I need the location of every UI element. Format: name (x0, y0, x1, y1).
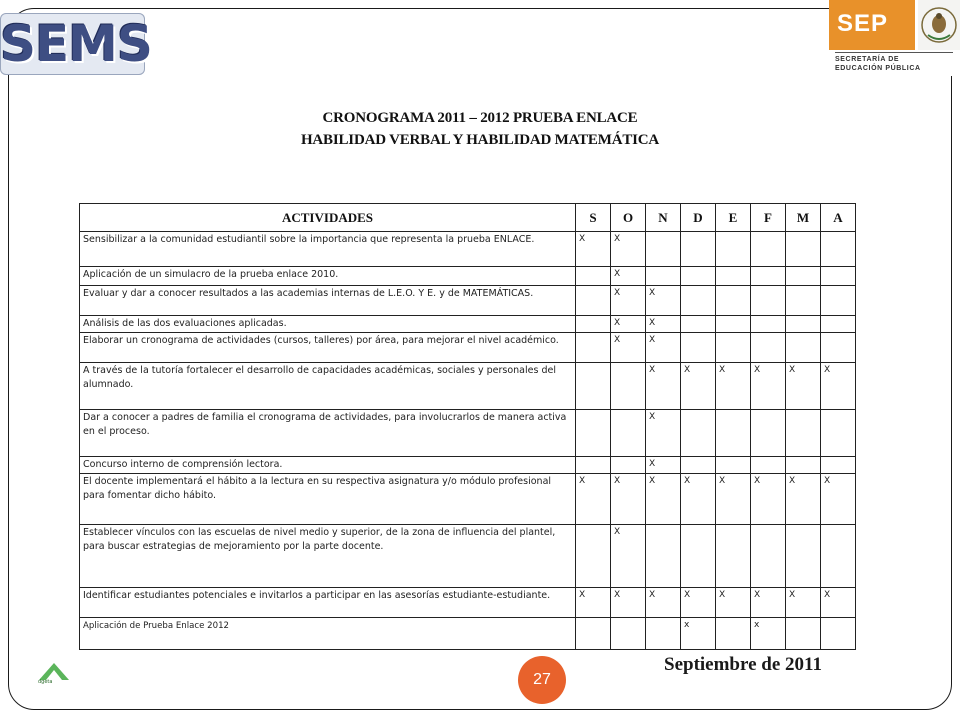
table-header-row (80, 204, 856, 232)
mark-cell: X (611, 316, 646, 333)
mark-cell (611, 410, 646, 457)
header-month: F (751, 204, 786, 232)
mark-cell (786, 286, 821, 316)
mark-cell (681, 232, 716, 267)
mark-cell (786, 457, 821, 474)
activity-cell: Evaluar y dar a conocer resultados a las academias internas de L.E.O. Y E. y de MATEMÁTICAS. (80, 286, 576, 316)
mark-cell (646, 525, 681, 588)
mark-cell: X (751, 474, 786, 525)
mark-cell (681, 333, 716, 363)
mark-cell: X (576, 474, 611, 525)
mark-cell (681, 457, 716, 474)
table-row (80, 363, 856, 410)
table-row (80, 267, 856, 286)
mark-cell (716, 618, 751, 650)
title-line2: HABILIDAD VERBAL Y HABILIDAD MATEMÁTICA (300, 132, 660, 148)
mark-cell: X (821, 474, 856, 525)
mark-cell (821, 333, 856, 363)
footer-date: Septiembre de 2011 (664, 654, 822, 675)
mark-cell: X (821, 363, 856, 410)
mark-cell (821, 410, 856, 457)
sep-line2: EDUCACIÓN PÚBLICA (835, 65, 921, 72)
mark-cell: X (646, 286, 681, 316)
mark-cell: X (611, 333, 646, 363)
mark-cell: X (646, 457, 681, 474)
mark-cell (786, 410, 821, 457)
mark-cell (821, 457, 856, 474)
mark-cell (821, 267, 856, 286)
header-month: S (576, 204, 611, 232)
sems-logo-text: SEMS (0, 15, 152, 73)
activity-cell: A través de la tutoría fortalecer el desarrollo de capacidades académicas, sociales y personales del alumnado. (80, 363, 576, 410)
mark-cell: X (681, 474, 716, 525)
mark-cell: X (646, 333, 681, 363)
mark-cell: X (716, 474, 751, 525)
mark-cell: X (611, 267, 646, 286)
mark-cell: X (716, 363, 751, 410)
mark-cell (751, 333, 786, 363)
table-row (80, 588, 856, 618)
mark-cell (716, 232, 751, 267)
mark-cell (681, 410, 716, 457)
mark-cell (646, 618, 681, 650)
activity-cell: Aplicación de Prueba Enlace 2012 (80, 618, 576, 650)
sep-divider (835, 52, 953, 53)
mark-cell (716, 286, 751, 316)
mark-cell (786, 618, 821, 650)
mark-cell (576, 363, 611, 410)
mark-cell: x (751, 618, 786, 650)
table-row (80, 410, 856, 457)
mark-cell (821, 286, 856, 316)
mark-cell (681, 267, 716, 286)
mark-cell: X (646, 588, 681, 618)
mark-cell (576, 316, 611, 333)
mark-cell (646, 232, 681, 267)
mark-cell (716, 267, 751, 286)
mark-cell: X (576, 588, 611, 618)
mark-cell (751, 457, 786, 474)
sep-logo-text: SEP (837, 10, 889, 37)
mark-cell (716, 525, 751, 588)
mark-cell (716, 410, 751, 457)
mark-cell (821, 525, 856, 588)
mark-cell (576, 618, 611, 650)
mark-cell (576, 267, 611, 286)
mark-cell: X (751, 588, 786, 618)
mark-cell (681, 286, 716, 316)
header-month: A (821, 204, 856, 232)
mark-cell (611, 457, 646, 474)
activity-cell: Dar a conocer a padres de familia el cronograma de actividades, para involucrarlos de manera activa en el proceso. (80, 410, 576, 457)
activity-cell: Identificar estudiantes potenciales e invitarlos a participar en las asesorías estudiante-estudiante. (80, 588, 576, 618)
mark-cell: X (786, 363, 821, 410)
mark-cell (716, 457, 751, 474)
mark-cell (716, 316, 751, 333)
activity-cell: Elaborar un cronograma de actividades (cursos, talleres) por área, para mejorar el nivel académico. (80, 333, 576, 363)
mark-cell (786, 525, 821, 588)
table-row (80, 333, 856, 363)
sems-logo (0, 13, 152, 75)
activity-cell: Análisis de las dos evaluaciones aplicadas. (80, 316, 576, 333)
table-row (80, 618, 856, 650)
activity-cell: El docente implementará el hábito a la lectura en su respectiva asignatura y/o módulo profesional para fomentar dicho hábito. (80, 474, 576, 525)
mark-cell (611, 363, 646, 410)
mark-cell (751, 286, 786, 316)
mark-cell (681, 316, 716, 333)
sep-logo (829, 0, 960, 76)
mark-cell: X (786, 474, 821, 525)
mark-cell (646, 267, 681, 286)
mark-cell (576, 410, 611, 457)
mark-cell (716, 333, 751, 363)
mark-cell: X (611, 525, 646, 588)
header-month: D (681, 204, 716, 232)
mark-cell (786, 232, 821, 267)
mark-cell (611, 618, 646, 650)
mark-cell: x (681, 618, 716, 650)
dgeta-logo (36, 660, 72, 684)
mark-cell: X (611, 286, 646, 316)
mark-cell (751, 232, 786, 267)
table-row (80, 286, 856, 316)
schedule-table (79, 203, 856, 650)
header-month: E (716, 204, 751, 232)
mark-cell: X (716, 588, 751, 618)
activity-cell: Sensibilizar a la comunidad estudiantil sobre la importancia que representa la prueba ENLACE. (80, 232, 576, 267)
activity-cell: Aplicación de un simulacro de la prueba enlace 2010. (80, 267, 576, 286)
mark-cell (681, 525, 716, 588)
mark-cell: X (646, 474, 681, 525)
mark-cell: X (681, 588, 716, 618)
mark-cell: X (751, 363, 786, 410)
mark-cell (786, 333, 821, 363)
activity-cell: Establecer vínculos con las escuelas de nivel medio y superior, de la zona de influencia del plantel, para buscar estrategias de mejoramiento por la parte docente. (80, 525, 576, 588)
mark-cell: X (576, 232, 611, 267)
mark-cell: X (646, 316, 681, 333)
mark-cell: X (681, 363, 716, 410)
mark-cell: X (786, 588, 821, 618)
sep-orange-box (829, 0, 915, 50)
header-month: N (646, 204, 681, 232)
mark-cell (576, 333, 611, 363)
table-row (80, 525, 856, 588)
dgeta-logo-text: dgeta (38, 679, 53, 684)
mexico-seal-icon (918, 0, 960, 50)
table-row (80, 474, 856, 525)
mark-cell: X (821, 588, 856, 618)
mark-cell (786, 316, 821, 333)
header-month: M (786, 204, 821, 232)
title-line1: CRONOGRAMA 2011 – 2012 PRUEBA ENLACE (322, 110, 638, 126)
mark-cell (576, 286, 611, 316)
mark-cell: X (611, 474, 646, 525)
mark-cell (751, 410, 786, 457)
mark-cell (576, 525, 611, 588)
header-activities: ACTIVIDADES (80, 204, 576, 232)
mark-cell: X (646, 410, 681, 457)
mark-cell: X (646, 363, 681, 410)
mark-cell (576, 457, 611, 474)
mark-cell: X (611, 588, 646, 618)
mark-cell (821, 316, 856, 333)
page-number-badge: 27 (518, 656, 566, 704)
header-month: O (611, 204, 646, 232)
table-row (80, 316, 856, 333)
mark-cell (821, 618, 856, 650)
activity-cell: Concurso interno de comprensión lectora. (80, 457, 576, 474)
table-row (80, 232, 856, 267)
mark-cell: X (611, 232, 646, 267)
mark-cell (786, 267, 821, 286)
mark-cell (751, 525, 786, 588)
sep-line1: SECRETARÍA DE (835, 56, 900, 63)
mark-cell (751, 267, 786, 286)
mark-cell (751, 316, 786, 333)
mark-cell (821, 232, 856, 267)
table-row (80, 457, 856, 474)
